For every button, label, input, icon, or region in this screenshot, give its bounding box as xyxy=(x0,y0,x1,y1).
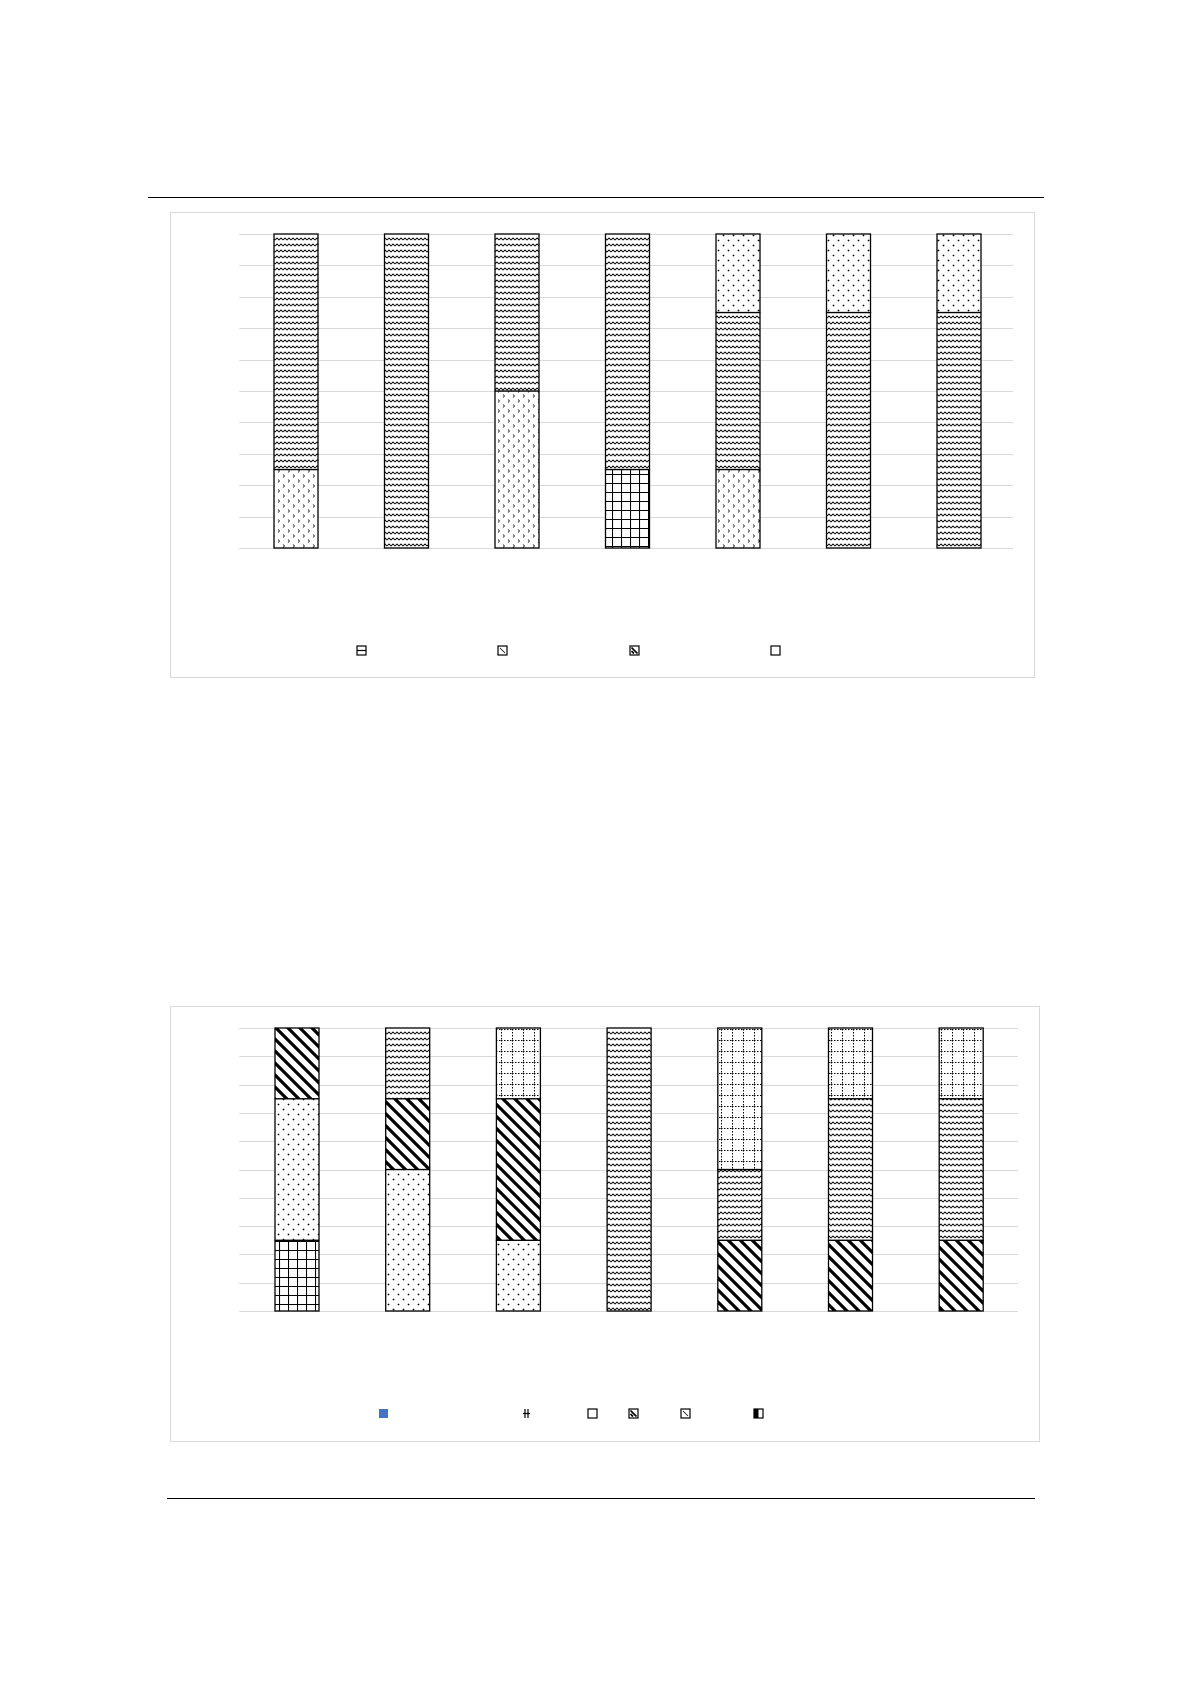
bar-segment-diag xyxy=(275,1028,319,1099)
diag-light-icon xyxy=(681,1409,690,1418)
diag-light-icon xyxy=(498,646,507,655)
bar-segment-chevron xyxy=(716,470,760,549)
bar-stack-4 xyxy=(607,1028,651,1311)
bar-segment-wave xyxy=(495,234,539,391)
top-rule xyxy=(148,197,1044,198)
chart-1 xyxy=(171,213,1036,679)
bar-stack-5 xyxy=(716,234,760,548)
blue-square-icon xyxy=(379,1409,388,1418)
diag-dark-icon xyxy=(630,646,639,655)
bar-segment-wave xyxy=(937,313,981,549)
bar-segment-chevron xyxy=(274,470,318,549)
bar-segment-dottedgrid xyxy=(829,1028,873,1099)
bar-segment-dots xyxy=(827,234,871,313)
bar-stack-6 xyxy=(829,1028,873,1311)
bar-segment-dots xyxy=(716,234,760,313)
bar-segment-wave xyxy=(385,234,429,548)
bar-segment-wave xyxy=(827,313,871,549)
bar-segment-dottedgrid xyxy=(496,1028,540,1099)
bar-segment-grid xyxy=(275,1240,319,1311)
bar-segment-wave xyxy=(606,234,650,470)
bar-stack-3 xyxy=(496,1028,540,1311)
bar-stack-2 xyxy=(385,234,429,548)
bar-segment-dots xyxy=(386,1170,430,1312)
bar-segment-diag xyxy=(496,1099,540,1241)
bar-segment-diag xyxy=(829,1240,873,1311)
bar-stack-7 xyxy=(939,1028,983,1311)
bar-stack-4 xyxy=(606,234,650,548)
legend xyxy=(379,1409,763,1418)
bar-segment-dottedgrid xyxy=(718,1028,762,1170)
bar-segment-dots xyxy=(496,1240,540,1311)
legend xyxy=(357,646,780,655)
bottom-rule xyxy=(167,1498,1035,1499)
bar-segment-grid xyxy=(606,470,650,549)
bar-segment-wave xyxy=(274,234,318,470)
half-square-icon xyxy=(754,1409,763,1418)
bar-segment-chevron xyxy=(495,391,539,548)
bar-stack-5 xyxy=(718,1028,762,1311)
bar-segment-diag xyxy=(939,1240,983,1311)
bar-segment-wave xyxy=(829,1099,873,1241)
bar-segment-diag xyxy=(718,1240,762,1311)
chart-2 xyxy=(171,1007,1041,1443)
bar-segment-wave xyxy=(718,1170,762,1241)
bar-segment-dots xyxy=(275,1099,319,1241)
chart-1-frame xyxy=(170,212,1035,678)
bar-segment-diag xyxy=(386,1099,430,1170)
chart-2-frame xyxy=(170,1006,1040,1442)
bar-segment-wave xyxy=(716,313,760,470)
empty-square-icon xyxy=(588,1409,597,1418)
bar-stack-6 xyxy=(827,234,871,548)
bar-segment-dottedgrid xyxy=(939,1028,983,1099)
diag-dark-icon xyxy=(629,1409,638,1418)
bar-stack-1 xyxy=(274,234,318,548)
bar-segment-wave xyxy=(386,1028,430,1099)
empty-square-icon xyxy=(771,646,780,655)
bar-stack-2 xyxy=(386,1028,430,1311)
bar-segment-wave xyxy=(939,1099,983,1241)
plus-icon xyxy=(523,1409,530,1418)
hbar-icon xyxy=(357,646,366,655)
bar-segment-dots xyxy=(937,234,981,313)
bar-stack-1 xyxy=(275,1028,319,1311)
bar-stack-3 xyxy=(495,234,539,548)
bar-stack-7 xyxy=(937,234,981,548)
bar-segment-wave xyxy=(607,1028,651,1311)
